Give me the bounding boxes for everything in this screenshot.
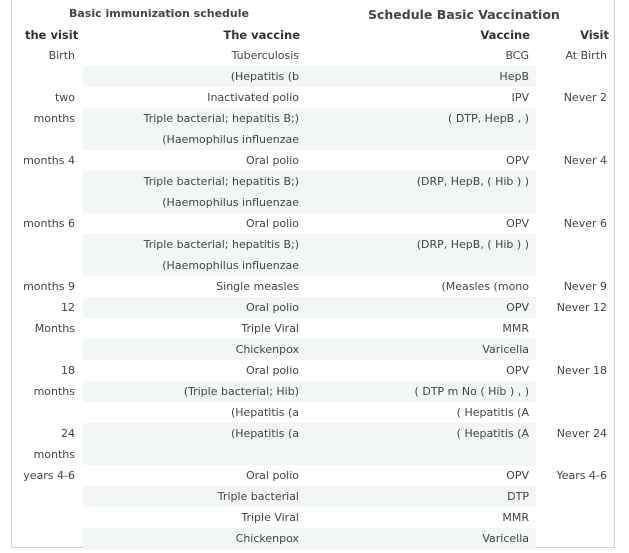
cell-text: Oral polio bbox=[245, 469, 299, 482]
cell-text: ( DTP, HepB , ) bbox=[448, 112, 529, 125]
cell-vaccine-english bbox=[316, 297, 536, 318]
cell-visit-arabic bbox=[12, 276, 83, 297]
cell-text bbox=[75, 70, 83, 83]
cell-text: (Hepatitis (a bbox=[230, 406, 299, 419]
cell-text bbox=[607, 490, 614, 503]
cell-text: Triple bacterial bbox=[217, 490, 299, 503]
cell-text bbox=[75, 196, 83, 209]
cell-text: (DRP, HepB, ( Hib ) ) bbox=[416, 175, 529, 188]
cell-visit-arabic bbox=[12, 129, 83, 150]
cell-text bbox=[607, 196, 614, 209]
cell-visit-english bbox=[536, 381, 614, 402]
cell-text: Months bbox=[34, 322, 75, 335]
table-row bbox=[12, 108, 614, 129]
cell-vaccine-arabic bbox=[83, 276, 316, 297]
cell-text: Oral polio bbox=[245, 364, 299, 377]
cell-text bbox=[75, 406, 83, 419]
arabic-table-title: Basic immunization schedule bbox=[69, 7, 249, 20]
cell-text: Tuberculosis bbox=[231, 49, 299, 62]
table-row bbox=[12, 402, 614, 423]
cell-text: 18 bbox=[61, 364, 75, 377]
cell-visit-english bbox=[536, 276, 614, 297]
cell-vaccine-english bbox=[316, 465, 536, 486]
cell-text bbox=[75, 490, 83, 503]
table-row bbox=[12, 486, 614, 507]
cell-visit-arabic bbox=[12, 45, 83, 66]
cell-vaccine-english bbox=[316, 87, 536, 108]
cell-visit-english bbox=[536, 66, 614, 87]
cell-visit-english bbox=[536, 402, 614, 423]
cell-text bbox=[75, 259, 83, 272]
cell-visit-english bbox=[536, 423, 614, 444]
cell-text: Never 6 bbox=[563, 217, 607, 230]
cell-vaccine-arabic bbox=[83, 528, 316, 549]
table-row bbox=[12, 297, 614, 318]
cell-text bbox=[75, 238, 83, 251]
cell-text: Inactivated polio bbox=[207, 91, 299, 104]
cell-text: (Hepatitis (a bbox=[230, 427, 299, 440]
cell-vaccine-arabic bbox=[83, 339, 316, 360]
cell-visit-english bbox=[536, 444, 614, 465]
cell-text: At Birth bbox=[565, 49, 607, 62]
cell-text bbox=[529, 133, 536, 146]
table-row bbox=[12, 150, 614, 171]
cell-vaccine-english bbox=[316, 360, 536, 381]
cell-vaccine-arabic bbox=[83, 66, 316, 87]
cell-text: Triple bacterial; hepatitis B;) bbox=[143, 112, 299, 125]
cell-text: OPV bbox=[506, 301, 529, 314]
table-row bbox=[12, 87, 614, 108]
cell-text: (Haemophilus influenzae bbox=[162, 259, 299, 272]
cell-vaccine-arabic bbox=[83, 297, 316, 318]
cell-text bbox=[607, 70, 614, 83]
cell-text: Years 4-6 bbox=[556, 469, 607, 482]
cell-text: Triple bacterial; hepatitis B;) bbox=[143, 175, 299, 188]
cell-visit-arabic bbox=[12, 444, 83, 465]
cell-text: Oral polio bbox=[245, 154, 299, 167]
cell-text bbox=[75, 175, 83, 188]
cell-vaccine-arabic bbox=[83, 150, 316, 171]
cell-vaccine-arabic bbox=[83, 45, 316, 66]
cell-visit-arabic bbox=[12, 192, 83, 213]
cell-text bbox=[607, 406, 614, 419]
cell-text: Never 24 bbox=[556, 427, 607, 440]
english-table-title: Schedule Basic Vaccination bbox=[368, 7, 560, 22]
cell-visit-english bbox=[536, 507, 614, 528]
cell-vaccine-english bbox=[316, 192, 536, 213]
cell-visit-english bbox=[536, 234, 614, 255]
cell-text: months 4 bbox=[23, 154, 75, 167]
cell-text bbox=[607, 448, 614, 461]
cell-vaccine-arabic bbox=[83, 129, 316, 150]
cell-vaccine-english bbox=[316, 444, 536, 465]
cell-text: Chickenpox bbox=[235, 343, 299, 356]
table-row bbox=[12, 171, 614, 192]
cell-vaccine-english bbox=[316, 213, 536, 234]
cell-text: Never 12 bbox=[556, 301, 607, 314]
cell-text: Oral polio bbox=[245, 217, 299, 230]
cell-text: Never 9 bbox=[563, 280, 607, 293]
cell-vaccine-english bbox=[316, 486, 536, 507]
table-row bbox=[12, 318, 614, 339]
cell-text: Triple bacterial; hepatitis B;) bbox=[143, 238, 299, 251]
cell-vaccine-english bbox=[316, 528, 536, 549]
table-row bbox=[12, 129, 614, 150]
header-vaccine-english: Vaccine bbox=[480, 28, 530, 42]
cell-visit-arabic bbox=[12, 108, 83, 129]
cell-vaccine-arabic bbox=[83, 423, 316, 444]
cell-text bbox=[607, 238, 614, 251]
cell-vaccine-english bbox=[316, 171, 536, 192]
cell-text: ( DTP m No ( Hib ) , ) bbox=[414, 385, 529, 398]
table-row bbox=[12, 444, 614, 465]
table-row bbox=[12, 465, 614, 486]
cell-text: OPV bbox=[506, 154, 529, 167]
cell-text: months bbox=[33, 385, 75, 398]
cell-text: Triple Viral bbox=[241, 322, 299, 335]
table-row bbox=[12, 276, 614, 297]
cell-text: Never 18 bbox=[556, 364, 607, 377]
table-row bbox=[12, 339, 614, 360]
cell-text: months 6 bbox=[23, 217, 75, 230]
table-row bbox=[12, 381, 614, 402]
cell-visit-arabic bbox=[12, 339, 83, 360]
table-row bbox=[12, 234, 614, 255]
cell-text bbox=[75, 511, 83, 524]
cell-text: months bbox=[33, 112, 75, 125]
cell-text bbox=[607, 133, 614, 146]
cell-text: (Haemophilus influenzae bbox=[162, 133, 299, 146]
cell-text bbox=[607, 175, 614, 188]
cell-text: Varicella bbox=[482, 343, 529, 356]
cell-text bbox=[75, 133, 83, 146]
cell-visit-arabic bbox=[12, 507, 83, 528]
cell-text: months 9 bbox=[23, 280, 75, 293]
cell-text: OPV bbox=[506, 217, 529, 230]
cell-text bbox=[607, 532, 614, 545]
cell-vaccine-arabic bbox=[83, 192, 316, 213]
cell-text bbox=[607, 343, 614, 356]
cell-text: Birth bbox=[48, 49, 75, 62]
cell-visit-arabic bbox=[12, 402, 83, 423]
cell-vaccine-english bbox=[316, 507, 536, 528]
cell-text: DTP bbox=[507, 490, 529, 503]
cell-vaccine-arabic bbox=[83, 171, 316, 192]
cell-text: ( Hepatitis (A bbox=[456, 427, 529, 440]
cell-text: Never 4 bbox=[563, 154, 607, 167]
cell-vaccine-arabic bbox=[83, 234, 316, 255]
cell-vaccine-english bbox=[316, 234, 536, 255]
cell-visit-arabic bbox=[12, 150, 83, 171]
cell-visit-arabic bbox=[12, 234, 83, 255]
cell-text bbox=[299, 448, 316, 461]
cell-text: 24 bbox=[61, 427, 75, 440]
cell-text: Single measles bbox=[216, 280, 299, 293]
cell-text bbox=[529, 448, 536, 461]
table-row bbox=[12, 528, 614, 549]
cell-visit-arabic bbox=[12, 465, 83, 486]
cell-visit-english bbox=[536, 528, 614, 549]
table-row bbox=[12, 45, 614, 66]
cell-text: OPV bbox=[506, 469, 529, 482]
cell-visit-arabic bbox=[12, 381, 83, 402]
cell-text: Oral polio bbox=[245, 301, 299, 314]
cell-vaccine-arabic bbox=[83, 381, 316, 402]
cell-text: (DRP, HepB, ( Hib ) ) bbox=[416, 238, 529, 251]
cell-visit-arabic bbox=[12, 255, 83, 276]
table-row bbox=[12, 192, 614, 213]
cell-vaccine-english bbox=[316, 276, 536, 297]
cell-text: Varicella bbox=[482, 532, 529, 545]
cell-visit-english bbox=[536, 339, 614, 360]
cell-vaccine-english bbox=[316, 45, 536, 66]
cell-vaccine-english bbox=[316, 255, 536, 276]
cell-text: Chickenpox bbox=[235, 532, 299, 545]
cell-visit-english bbox=[536, 465, 614, 486]
cell-vaccine-english bbox=[316, 318, 536, 339]
cell-visit-arabic bbox=[12, 171, 83, 192]
cell-text: Never 2 bbox=[563, 91, 607, 104]
cell-visit-english bbox=[536, 360, 614, 381]
header-visit-english: Visit bbox=[580, 28, 609, 42]
cell-vaccine-arabic bbox=[83, 360, 316, 381]
cell-vaccine-english bbox=[316, 66, 536, 87]
table-row bbox=[12, 360, 614, 381]
cell-vaccine-arabic bbox=[83, 87, 316, 108]
cell-vaccine-english bbox=[316, 381, 536, 402]
cell-vaccine-english bbox=[316, 423, 536, 444]
cell-text bbox=[75, 532, 83, 545]
cell-text: Triple Viral bbox=[241, 511, 299, 524]
cell-text: MMR bbox=[502, 322, 529, 335]
cell-vaccine-english bbox=[316, 402, 536, 423]
header-visit-arabic: the visit bbox=[25, 28, 79, 42]
cell-text bbox=[607, 385, 614, 398]
cell-text: IPV bbox=[511, 91, 529, 104]
cell-text: (Triple bacterial; Hib) bbox=[183, 385, 299, 398]
cell-text bbox=[607, 322, 614, 335]
cell-text: (Haemophilus influenzae bbox=[162, 196, 299, 209]
cell-vaccine-arabic bbox=[83, 486, 316, 507]
cell-text bbox=[529, 259, 536, 272]
cell-vaccine-arabic bbox=[83, 444, 316, 465]
cell-text bbox=[75, 343, 83, 356]
cell-text: BCG bbox=[505, 49, 529, 62]
cell-visit-arabic bbox=[12, 486, 83, 507]
cell-text: years 4-6 bbox=[23, 469, 75, 482]
cell-text: ( Hepatitis (A bbox=[456, 406, 529, 419]
cell-visit-arabic bbox=[12, 87, 83, 108]
cell-vaccine-arabic bbox=[83, 402, 316, 423]
cell-text bbox=[607, 259, 614, 272]
cell-text bbox=[607, 112, 614, 125]
table-row bbox=[12, 423, 614, 444]
cell-vaccine-arabic bbox=[83, 255, 316, 276]
cell-text bbox=[607, 511, 614, 524]
header-vaccine-arabic: The vaccine bbox=[223, 28, 300, 42]
table-row bbox=[12, 255, 614, 276]
table-row bbox=[12, 213, 614, 234]
cell-visit-arabic bbox=[12, 318, 83, 339]
cell-visit-arabic bbox=[12, 213, 83, 234]
cell-visit-english bbox=[536, 45, 614, 66]
cell-visit-arabic bbox=[12, 423, 83, 444]
cell-visit-english bbox=[536, 213, 614, 234]
cell-visit-arabic bbox=[12, 297, 83, 318]
cell-visit-english bbox=[536, 255, 614, 276]
cell-vaccine-arabic bbox=[83, 507, 316, 528]
cell-text: two bbox=[54, 91, 75, 104]
cell-vaccine-english bbox=[316, 150, 536, 171]
cell-text: months bbox=[33, 448, 75, 461]
cell-text bbox=[529, 196, 536, 209]
cell-visit-english bbox=[536, 171, 614, 192]
cell-vaccine-english bbox=[316, 108, 536, 129]
cell-visit-english bbox=[536, 150, 614, 171]
cell-text: OPV bbox=[506, 364, 529, 377]
table-row bbox=[12, 66, 614, 87]
cell-visit-arabic bbox=[12, 66, 83, 87]
cell-visit-arabic bbox=[12, 528, 83, 549]
cell-visit-english bbox=[536, 318, 614, 339]
cell-vaccine-arabic bbox=[83, 108, 316, 129]
cell-vaccine-english bbox=[316, 339, 536, 360]
cell-vaccine-arabic bbox=[83, 213, 316, 234]
cell-vaccine-arabic bbox=[83, 465, 316, 486]
cell-visit-english bbox=[536, 87, 614, 108]
cell-vaccine-arabic bbox=[83, 318, 316, 339]
cell-text: (Hepatitis (b bbox=[230, 70, 299, 83]
cell-visit-english bbox=[536, 486, 614, 507]
cell-vaccine-english bbox=[316, 129, 536, 150]
cell-text: (Measles (mono bbox=[441, 280, 529, 293]
cell-text: HepB bbox=[499, 70, 529, 83]
table-row bbox=[12, 507, 614, 528]
cell-visit-arabic bbox=[12, 360, 83, 381]
cell-visit-english bbox=[536, 129, 614, 150]
cell-text: MMR bbox=[502, 511, 529, 524]
cell-visit-english bbox=[536, 297, 614, 318]
cell-visit-english bbox=[536, 192, 614, 213]
cell-visit-english bbox=[536, 108, 614, 129]
cell-text: 12 bbox=[61, 301, 75, 314]
